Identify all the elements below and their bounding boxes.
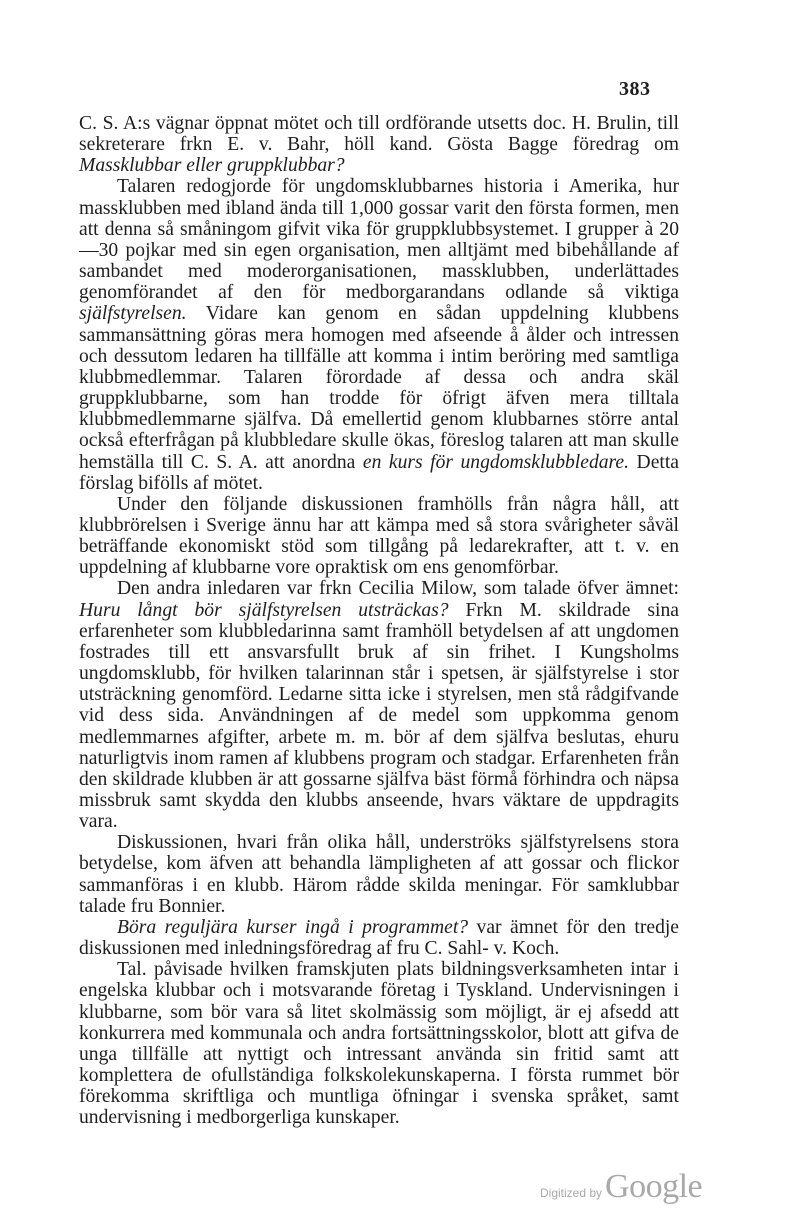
text-run: var ämnet för den tredje diskussionen med inledningsföredrag af fru C. Sahl- v. Koch. xyxy=(79,916,680,960)
text-run: Den andra inledaren var frkn Cecilia Milow, som talade öfver ämnet: xyxy=(117,578,679,600)
digitized-by-watermark xyxy=(540,1168,702,1206)
page-number: 383 xyxy=(619,78,651,100)
text-run: Detta förslag bifölls af mötet. xyxy=(79,451,679,494)
paragraph xyxy=(79,832,679,917)
text-run: Frkn M. skildrade sina erfarenheter som klubbledarinna samt framhöll betydelsen af att ungdomen fostrades till ett ansvarsfullt bruk af sin frihet. I Kungsholms ungdomsklubb, för hvilken talarinnan står i spetsen, är själfstyrelse i stor utsträckning genomförd. Ledarne sitta icke i styrelsen, men stå rådgifvande vid dess sida. Användningen af de medel som uppkomma genom medlemmarnes afgifter, arbete m. m. bör af dem själfva beslutas, ehuru naturligtvis inom ramen af klubbens program och stadgar. Erfarenheten från den skildrade klubben är att gossarne själfva bäst förmå förhindra och näpsa missbruk samt skydda den klubbs anseende, hvars väktare de uppdragits vara. xyxy=(79,599,679,833)
italic-phrase: själfstyrelsen. xyxy=(79,303,187,325)
google-logo: Google xyxy=(605,1168,703,1205)
italic-phrase: Böra reguljära kurser ingå i programmet? xyxy=(117,916,469,938)
paragraph xyxy=(79,176,679,493)
paragraph xyxy=(79,917,679,959)
watermark-prefix: Digitized by xyxy=(540,1186,603,1200)
text-run: Tal. påvisade hvilken framskjuten plats bildningsverksamheten intar i engelska klubbar och i motsvarande företag i Tyskland. Undervisningen i klubbarne, som bör vara så litet skolmässig som möjligt, är ej afsedd att konkurrera med kommunala och andra fortsättningsskolor, blott att gifva de unga tillfälle att nyttigt och intressant använda sin fritid samt att komplettera de ofullständiga folkskolekunskaperna. I första rummet bör förekomma skriftliga och muntliga öfningar i svenska språket, samt undervisning i medborgerliga kunskaper. xyxy=(79,959,679,1129)
text-run: C. S. A:s vägnar öppnat mötet och till ordförande utsetts doc. H. Brulin, till sekreterare frkn E. v. Bahr, höll kand. Gösta Bagge föredrag om xyxy=(79,113,679,156)
italic-phrase: en kurs för ungdomsklubbledare. xyxy=(362,451,630,473)
italic-phrase: Massklubbar eller gruppklubbar? xyxy=(79,155,345,177)
paragraph xyxy=(79,578,679,832)
paragraph xyxy=(79,494,679,579)
body-text xyxy=(79,113,679,1129)
text-run: Vidare kan genom en sådan uppdelning klubbens sammansättning göras mera homogen med afseende å ålder och intressen och dessutom ledaren ha tillfälle att komma i intim beröring med samtliga klubbmedlemmar. Talaren förordade af dessa och andra skäl gruppklubbarne, som han trodde för öfrigt äfven mera tilltala klubbmedlemmarne själfva. Då emellertid genom klubbarnes större antal också efterfrågan på klubbledare skulle ökas, föreslog talaren att man skulle hemställa till C. S. A. att anordna xyxy=(79,303,679,473)
italic-phrase: Huru långt bör själfstyrelsen utsträckas? xyxy=(79,599,449,621)
text-run: Diskussionen, hvari från olika håll, underströks själfstyrelsens stora betydelse, kom äfven att behandla lämpligheten af att gossar och flickor sammanföras i en klubb. Härom rådde skilda meningar. För samklubbar talade fru Bonnier. xyxy=(79,832,679,917)
paragraph xyxy=(79,113,679,176)
text-run: Under den följande diskussionen framhölls från några håll, att klubbrörelsen i Sverige ännu har att kämpa med så stora svårigheter såväl beträffande ekonomiskt stöd som tillgång på ledarekrafter, att t. v. en uppdelning af klubbarne vore opraktisk om ens genomförbar. xyxy=(79,493,679,579)
paragraph xyxy=(79,959,679,1128)
text-run: Talaren redogjorde för ungdomsklubbarnes historia i Amerika, hur massklubben med ibland ända till 1,000 gossar varit den första formen, men att denna så småningom gifvit vika för gruppklubbsystemet. I grupper à 20—30 pojkar med sin egen organisation, men alltjämt med bibehållande af sambandet med moderorganisationen, massklubben, underlättades genomförandet af den för medborgarandans odlande så viktiga xyxy=(79,176,679,304)
